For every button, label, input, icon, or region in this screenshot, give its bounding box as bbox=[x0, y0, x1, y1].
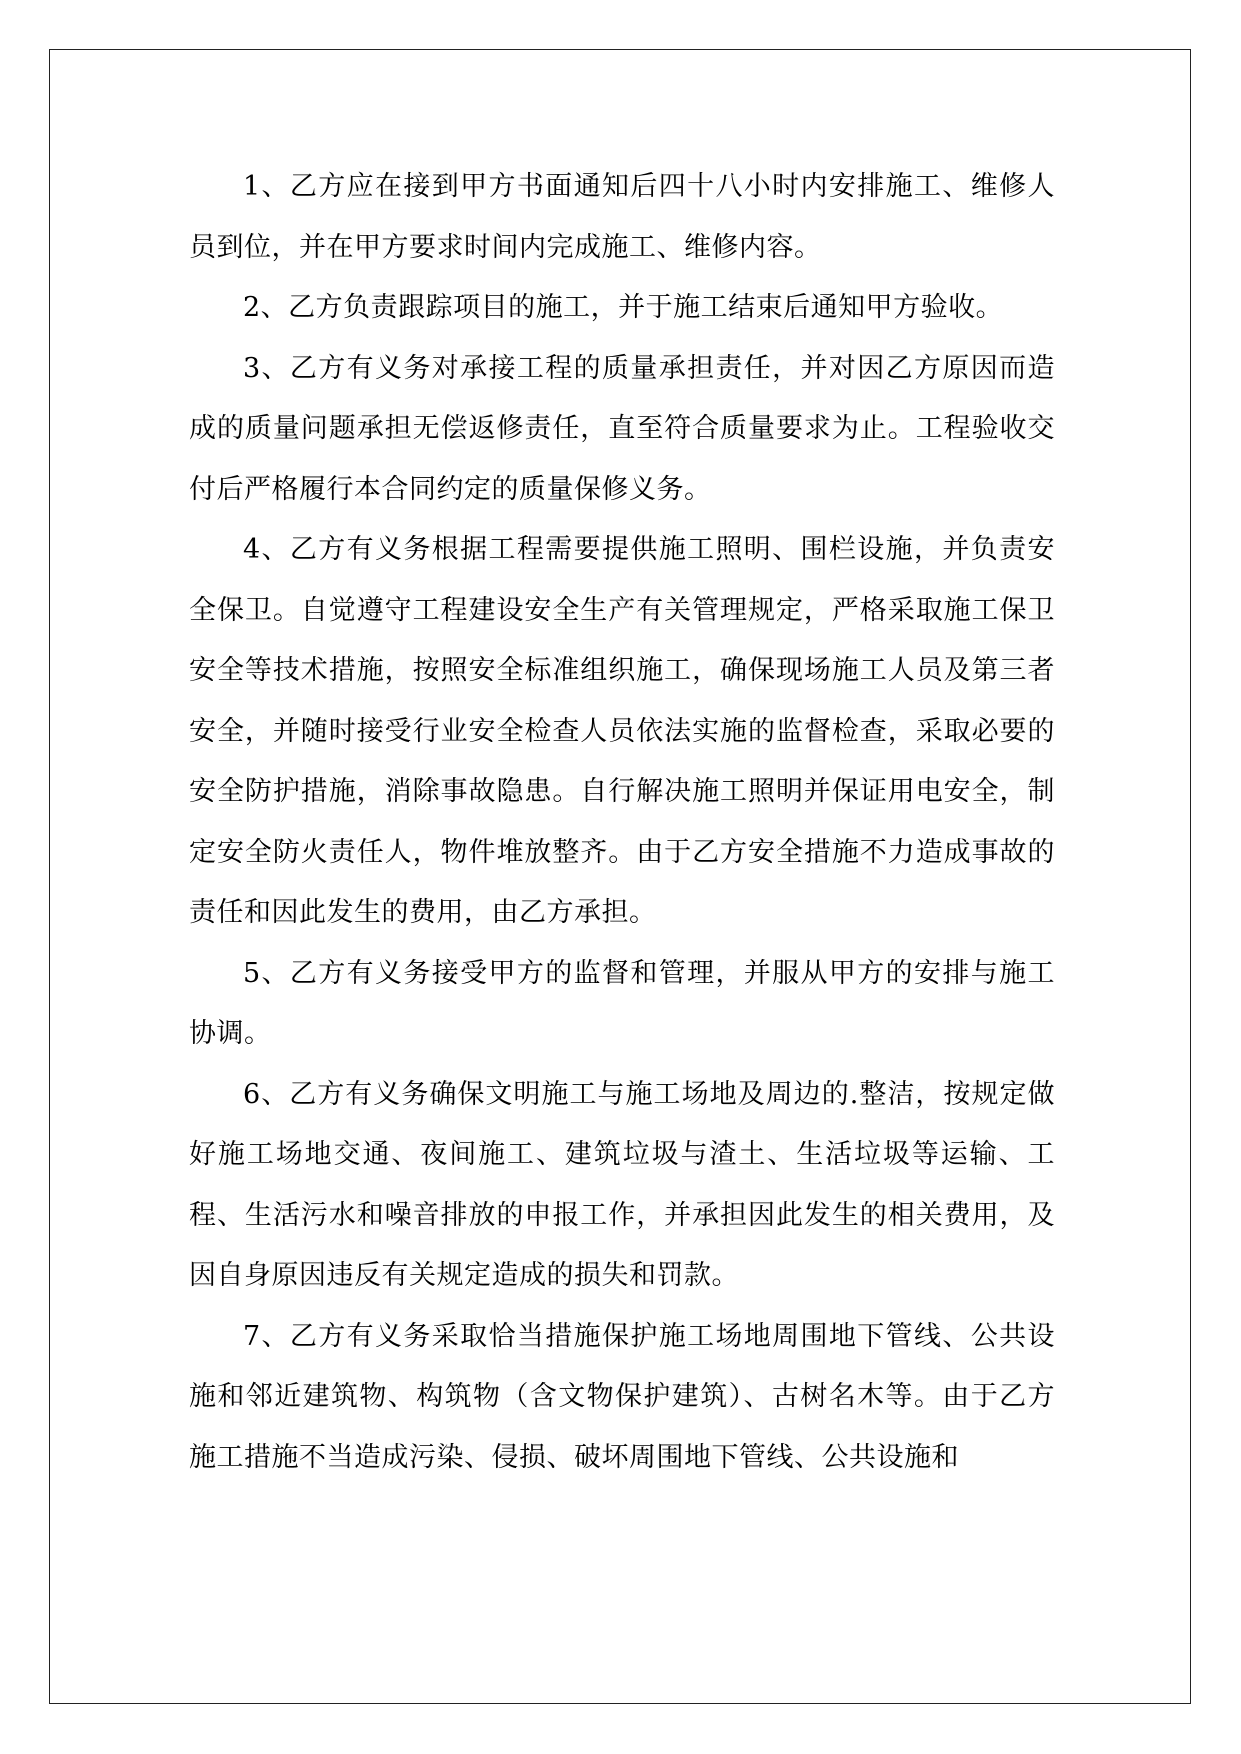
document-body bbox=[189, 157, 1055, 1488]
clause-3: 3、乙方有义务对承接工程的质量承担责任，并对因乙方原因而造成的质量问题承担无偿返修责任，直至符合质量要求为止。工程验收交付后严格履行本合同约定的质量保修义务。 bbox=[189, 352, 1055, 505]
clause-1: 1、乙方应在接到甲方书面通知后四十八小时内安排施工、维修人员到位，并在甲方要求时间内完成施工、维修内容。 bbox=[189, 171, 1055, 263]
clause-6: 6、乙方有义务确保文明施工与施工场地及周边的.整洁，按规定做好施工场地交通、夜间施工、建筑垃圾与渣土、生活垃圾等运输、工程、生活污水和噪音排放的申报工作，并承担因此发生的相关费用，及因自身原因违反有关规定造成的损失和罚款。 bbox=[189, 1078, 1055, 1291]
clause-4: 4、乙方有义务根据工程需要提供施工照明、围栏设施，并负责安全保卫。自觉遵守工程建设安全生产有关管理规定，严格采取施工保卫安全等技术措施，按照安全标准组织施工，确保现场施工人员及第三者安全，并随时接受行业安全检查人员依法实施的监督检查，采取必要的安全防护措施，消除事故隐患。自行解决施工照明并保证用电安全，制定安全防火责任人，物件堆放整齐。由于乙方安全措施不力造成事故的责任和因此发生的费用，由乙方承担。 bbox=[189, 534, 1055, 928]
clause-7: 7、乙方有义务采取恰当措施保护施工场地周围地下管线、公共设施和邻近建筑物、构筑物（含文物保护建筑）、古树名木等。由于乙方施工措施不当造成污染、侵损、破坏周围地下管线、公共设施和 bbox=[189, 1320, 1055, 1473]
clause-2: 2、乙方负责跟踪项目的施工，并于施工结束后通知甲方验收。 bbox=[243, 292, 1004, 323]
clause-5: 5、乙方有义务接受甲方的监督和管理，并服从甲方的安排与施工协调。 bbox=[189, 957, 1055, 1049]
